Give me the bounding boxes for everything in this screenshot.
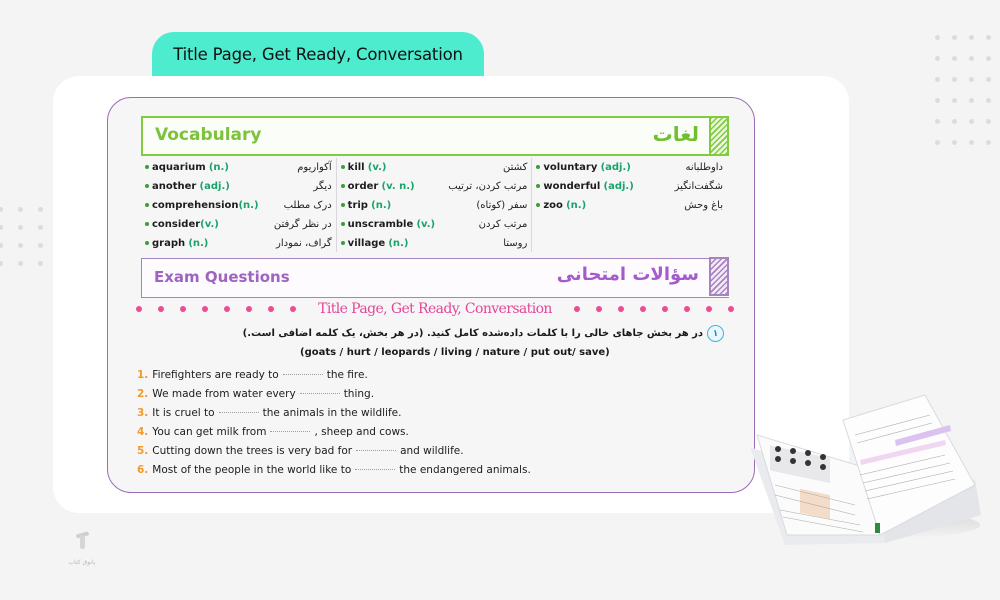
banner-title: Title Page, Get Ready, Conversation (173, 44, 463, 64)
vocab-item: village (n.) روستا (341, 234, 528, 253)
vocabulary-header (141, 116, 729, 156)
vocab-item: voluntary (adj.) داوطلبانه (536, 158, 723, 177)
vocabulary-table (141, 158, 727, 252)
hatch-decoration (709, 116, 729, 156)
question-item: 3. It is cruel to the animals in the wildlife. (137, 406, 402, 419)
answer-blank (270, 431, 310, 432)
word-bank: (goats / hurt / leopards / living / nature / put out/ save) (300, 347, 610, 358)
question-instruction (243, 325, 724, 342)
question-item: 4. You can get milk from , sheep and cows. (137, 425, 409, 438)
vocabulary-column-3 (531, 158, 727, 252)
vocab-item: kill (v.) کشتن (341, 158, 528, 177)
question-item: 2. We made from water every thing. (137, 387, 375, 400)
vocab-item: trip (n.) سفر (کوتاه) (341, 196, 528, 215)
vocabulary-title-fa: لغات (652, 122, 699, 146)
question-number-badge: ۱ (707, 325, 724, 342)
vocab-item: comprehension(n.) درک مطلب (145, 196, 332, 215)
hatch-decoration (709, 257, 729, 296)
logo-text: پاتوق کتاب (68, 559, 96, 566)
vocabulary-title-en: Vocabulary (155, 125, 262, 145)
instruction-text: در هر بخش جاهای خالی را با کلمات داده‌شده کامل کنید. (در هر بخش، یک کلمه اضافی است.) (242, 328, 703, 339)
vocabulary-column-2 (336, 158, 532, 252)
decorative-dots-right (935, 35, 991, 145)
vocab-item: zoo (n.) باغ وحش (536, 196, 723, 215)
answer-blank (355, 469, 395, 470)
logo-icon (73, 530, 91, 552)
vocab-item: graph (n.) گراف، نمودار (145, 234, 332, 253)
exam-questions-header (141, 258, 729, 298)
exam-title-en: Exam Questions (154, 268, 290, 286)
section-title-banner (152, 32, 484, 76)
vocab-item: aquarium (n.) آکواریوم (145, 158, 332, 177)
question-item: 5. Cutting down the trees is very bad for and wildlife. (137, 444, 464, 457)
answer-blank (356, 450, 396, 451)
vocab-item: order (v. n.) مرتب کردن، ترتیب (341, 177, 528, 196)
open-book-illustration (745, 385, 985, 550)
vocab-item: unscramble (v.) مرتب کردن (341, 215, 528, 234)
question-item: 6. Most of the people in the world like to the endangered animals. (137, 463, 531, 476)
question-list (137, 365, 531, 479)
divider-title: Title Page, Get Ready, Conversation (318, 301, 552, 317)
vocab-item: consider(v.) در نظر گرفتن (145, 215, 332, 234)
publisher-logo (52, 530, 112, 575)
answer-blank (283, 374, 323, 375)
answer-blank (300, 393, 340, 394)
answer-blank (219, 412, 259, 413)
question-item: 1. Firefighters are ready to the fire. (137, 368, 368, 381)
exam-title-fa: سؤالات امتحانی (556, 264, 699, 285)
vocab-item: wonderful (adj.) شگفت‌انگیز (536, 177, 723, 196)
decorative-dots-left (0, 207, 43, 266)
vocabulary-column-1 (141, 158, 336, 252)
book-page-preview (107, 97, 755, 493)
vocab-item: another (adj.) دیگر (145, 177, 332, 196)
section-divider (136, 299, 734, 319)
